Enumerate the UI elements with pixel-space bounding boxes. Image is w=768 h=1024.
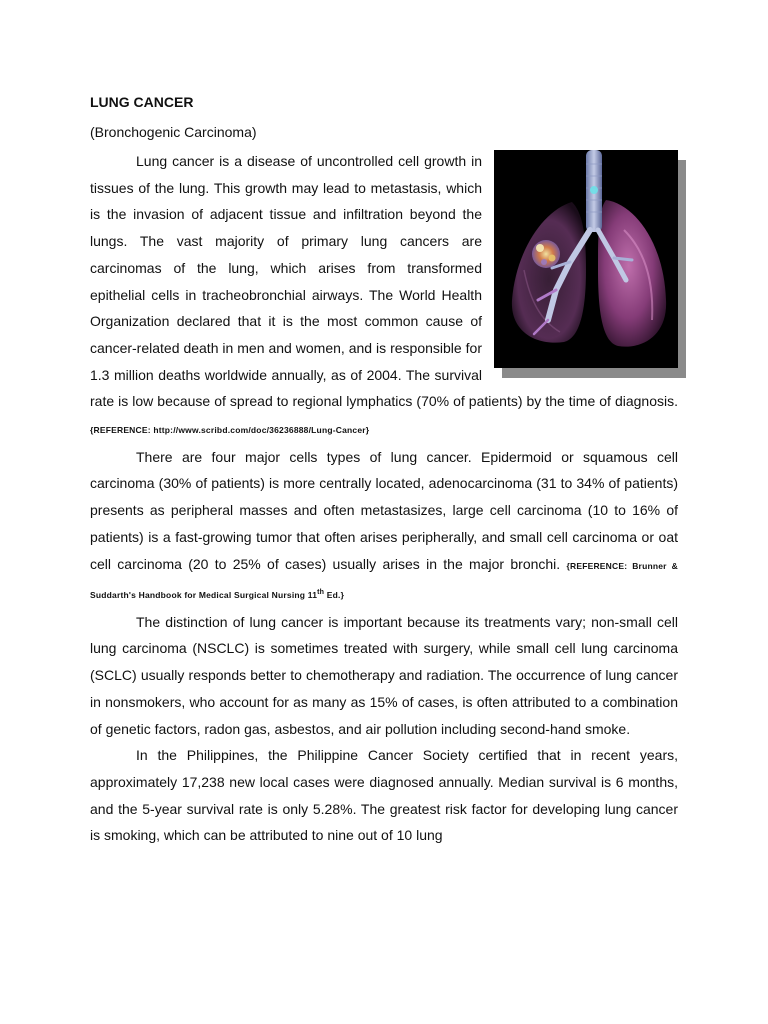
paragraph-1-text: Lung cancer is a disease of uncontrolled cell growth in tissues of the lung. This growth may lead to metastasis, which is the invasion of adjacent tissue and infiltration beyond the lungs. The vast majority of primary lung cancers are carcinomas of the lung, which arises from transformed epithelial cells in tracheobronchial airways. The World Health Organization declared that it is the most common cause of cancer-related death in men and women, and is responsible for 1.3 million deaths worldwide annually, as of 2004. The survival rate is low because of spread to regional lymphatics (70% of patients) by the time of diagnosis. xyxy=(90,153,678,410)
reference-brunner-end: Ed.} xyxy=(324,590,345,601)
paragraph-4-text: In the Philippines, the Philippine Cancer Society certified that in recent years, approximately 17,238 new local cases were diagnosed annually. Median survival is 6 months, and the 5-year survival rate is only 5.28%. The greatest risk factor for developing lung cancer is smoking, which can be attributed to nine out of 10 lung xyxy=(90,747,678,844)
paragraph-3 xyxy=(90,609,678,743)
paragraph-3-text: The distinction of lung cancer is important because its treatments vary; non-small cell lung carcinoma (NSCLC) is sometimes treated with surgery, while small cell lung carcinoma (SCLC) usually responds better to chemotherapy and radiation. The occurrence of lung cancer in nonsmokers, who account for as many as 15% of cases, is often attributed to a combination of genetic factors, radon gas, asbestos, and air pollution including second-hand smoke. xyxy=(90,613,678,737)
reference-scribd: {REFERENCE: http://www.scribd.com/doc/36236888/Lung-Cancer} xyxy=(90,425,370,436)
paragraph-4 xyxy=(90,742,678,849)
page-title: LUNG CANCER xyxy=(90,94,194,110)
paragraph-2-text: There are four major cells types of lung cancer. Epidermoid or squamous cell carcinoma (30% of patients) is more centrally located, adenocarcinoma (31 to 34% of patients) presents as peripheral masses and often metastasizes, large cell carcinoma (10 to 16% of patients) is a fast-growing tumor that often arises peripherally, and small cell carcinoma or oat cell carcinoma (20 to 25% of cases) usually arises in the major bronchi. xyxy=(90,448,678,572)
document-page xyxy=(90,92,678,849)
paragraph-2 xyxy=(90,444,678,609)
lung-tumor-illustration-icon xyxy=(494,150,678,368)
lung-illustration xyxy=(494,150,678,376)
reference-brunner-main: {REFERENCE: Brunner & Suddarth's Handbook for Medical Surgical Nursing 11 xyxy=(90,560,678,601)
reference-brunner-sup: th xyxy=(317,588,325,597)
paragraph-1 xyxy=(90,148,678,444)
page-subtitle: (Bronchogenic Carcinoma) xyxy=(90,124,257,140)
